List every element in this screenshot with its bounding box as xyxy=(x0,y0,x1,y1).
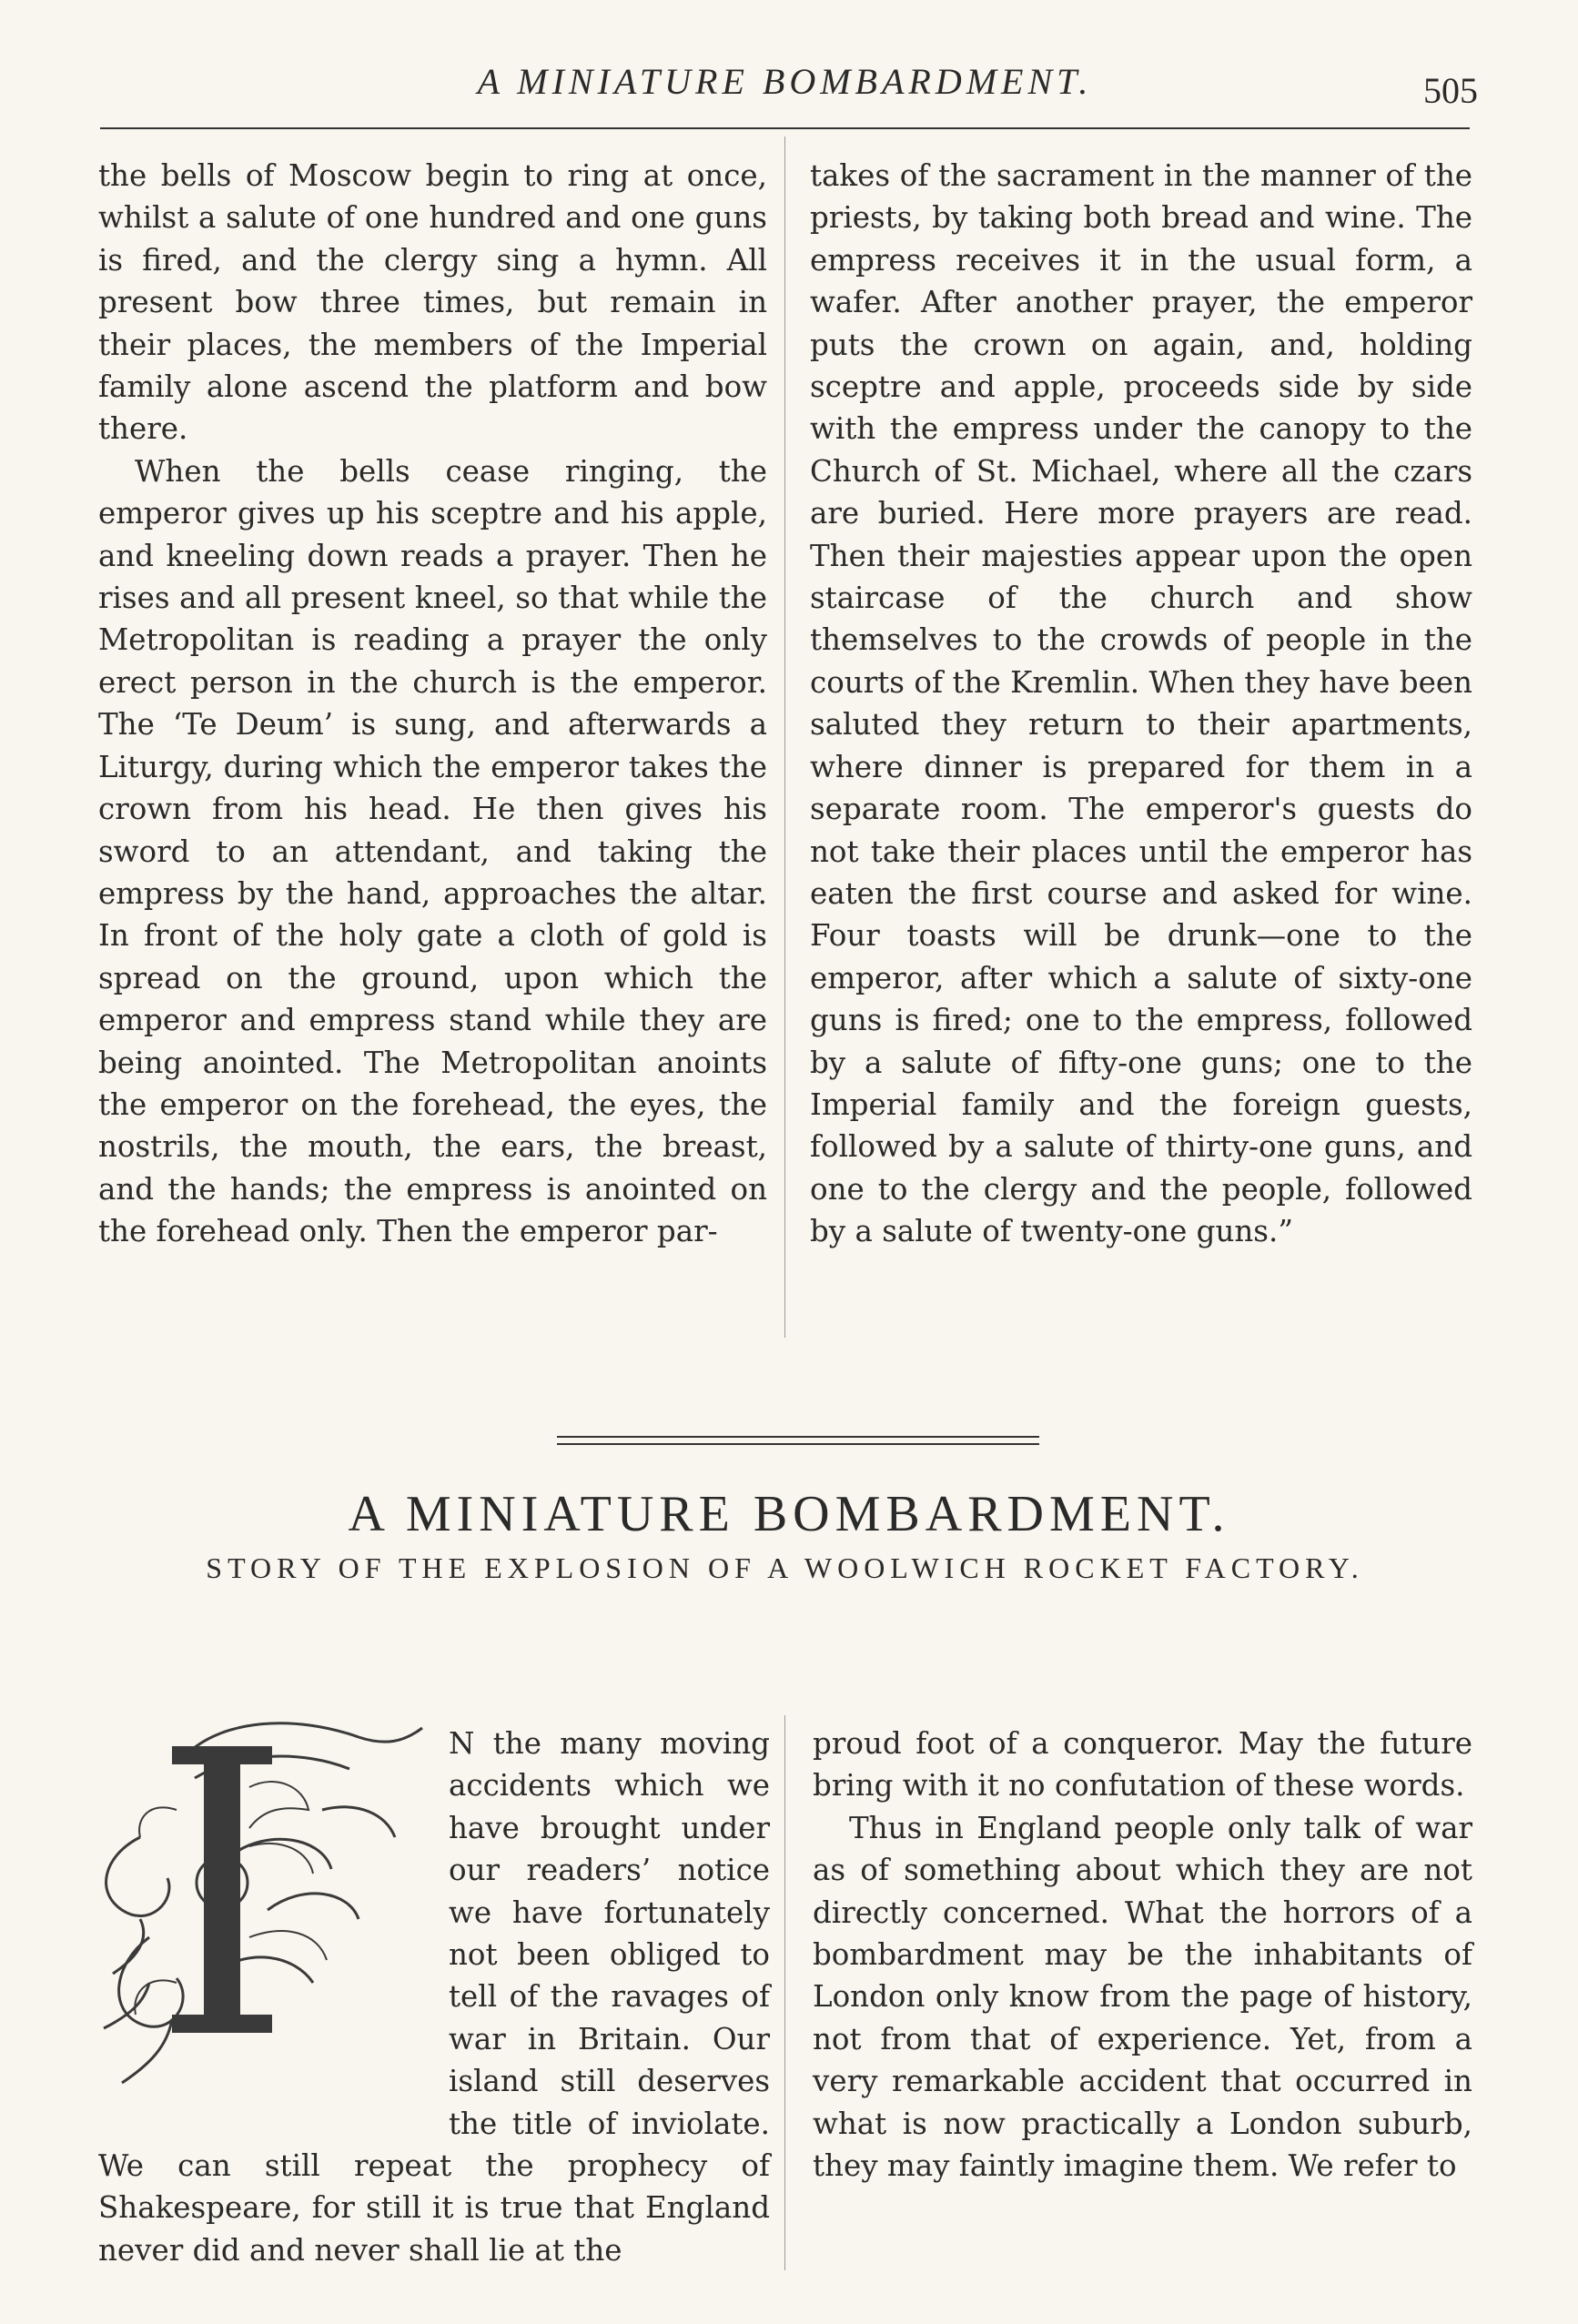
page-number: 505 xyxy=(1423,70,1478,111)
article-title: A MINIATURE BOMBARDMENT. xyxy=(348,1486,1230,1542)
foliage-ornament-icon xyxy=(86,1701,436,2119)
running-head-title: A MINIATURE BOMBARDMENT. xyxy=(477,61,1093,102)
paragraph: the bells of Moscow begin to ring at once, whilst a salute of one hundred and one guns is fired, and the clergy sing a hymn. All present bow three times, but remain in their places, the members of the Imperial family alone ascend the platform and bow there. xyxy=(98,158,767,447)
bottom-right-column xyxy=(813,1723,1472,2187)
top-left-column xyxy=(98,155,767,1253)
column-divider xyxy=(784,136,785,1338)
paragraph: Thus in England people only talk of war as of something about which they are not directly concerned. What the horrors of a bombardment may be the inhabitants of London only know from the page of history, not from that of experience. Yet, from a very remarkable accident that occurred in what is now practically a London suburb, they may faintly imagine them. We refer to xyxy=(813,1810,1472,2184)
header-rule xyxy=(100,127,1470,129)
section-divider-rule xyxy=(557,1443,1039,1445)
paragraph: takes of the sacrament in the manner of the priests, by taking both bread and wine. The empress receives it in the usual form, a wafer. After another prayer, the emperor puts the crown on again, and, holding sceptre and apple, proceeds side by side with the empress under the canopy to the Church of St. Michael, where all the czars are buried. Here more prayers are read. Then their majesties appear upon the open staircase of the church and show themselves to the crowds of people in the courts of the Kremlin. When they have been saluted they return to their apartments, where dinner is prepared for them in a separate room. The emperor's guests do not take their places until the emperor has eaten the first course and asked for wine. Four toasts will be drunk—one to the emperor, after which a salute of sixty-one guns is fired; one to the empress, followed by a salute of fifty-one guns; one to the Imperial family and the foreign guests, followed by a salute of thirty-one guns, and one to the clergy and the people, followed by a salute of twenty-one guns.” xyxy=(810,158,1472,1249)
bottom-left-column xyxy=(98,1723,770,2271)
paragraph: proud foot of a conqueror. May the future bring with it no confutation of these words. xyxy=(813,1726,1472,1804)
opening-paragraph: N the many moving accidents which we have brought under our readers’ notice we have fortunately not been obliged to tell of the ravages of war in Britain. Our island still deserves the title of inviolate. We can still repeat the prophecy of Shakespeare, for still it is true that England never did and never shall lie at the xyxy=(98,1726,770,2268)
ornamental-drop-cap xyxy=(86,1701,436,2119)
column-divider xyxy=(784,1715,785,2270)
section-divider-rule xyxy=(557,1436,1039,1438)
paragraph: When the bells cease ringing, the emperor gives up his sceptre and his apple, and kneeling down reads a prayer. Then he rises and all present kneel, so that while the Metropolitan is reading a prayer the only erect person in the church is the emperor. The ‘Te Deum’ is sung, and afterwards a Liturgy, during which the emperor takes the crown from his head. He then gives his sword to an attendant, and taking the empress by the hand, approaches the altar. In front of the holy gate a cloth of gold is spread on the ground, upon which the emperor and empress stand while they are being anointed. The Metropolitan anoints the emperor on the forehead, the eyes, the nostrils, the mouth, the ears, the breast, and the hands; the empress is anointed on the forehead only. Then the emperor par- xyxy=(98,453,767,1249)
top-right-column xyxy=(810,155,1472,1253)
article-subtitle: STORY OF THE EXPLOSION OF A WOOLWICH ROCKET FACTORY. xyxy=(206,1551,1364,1584)
